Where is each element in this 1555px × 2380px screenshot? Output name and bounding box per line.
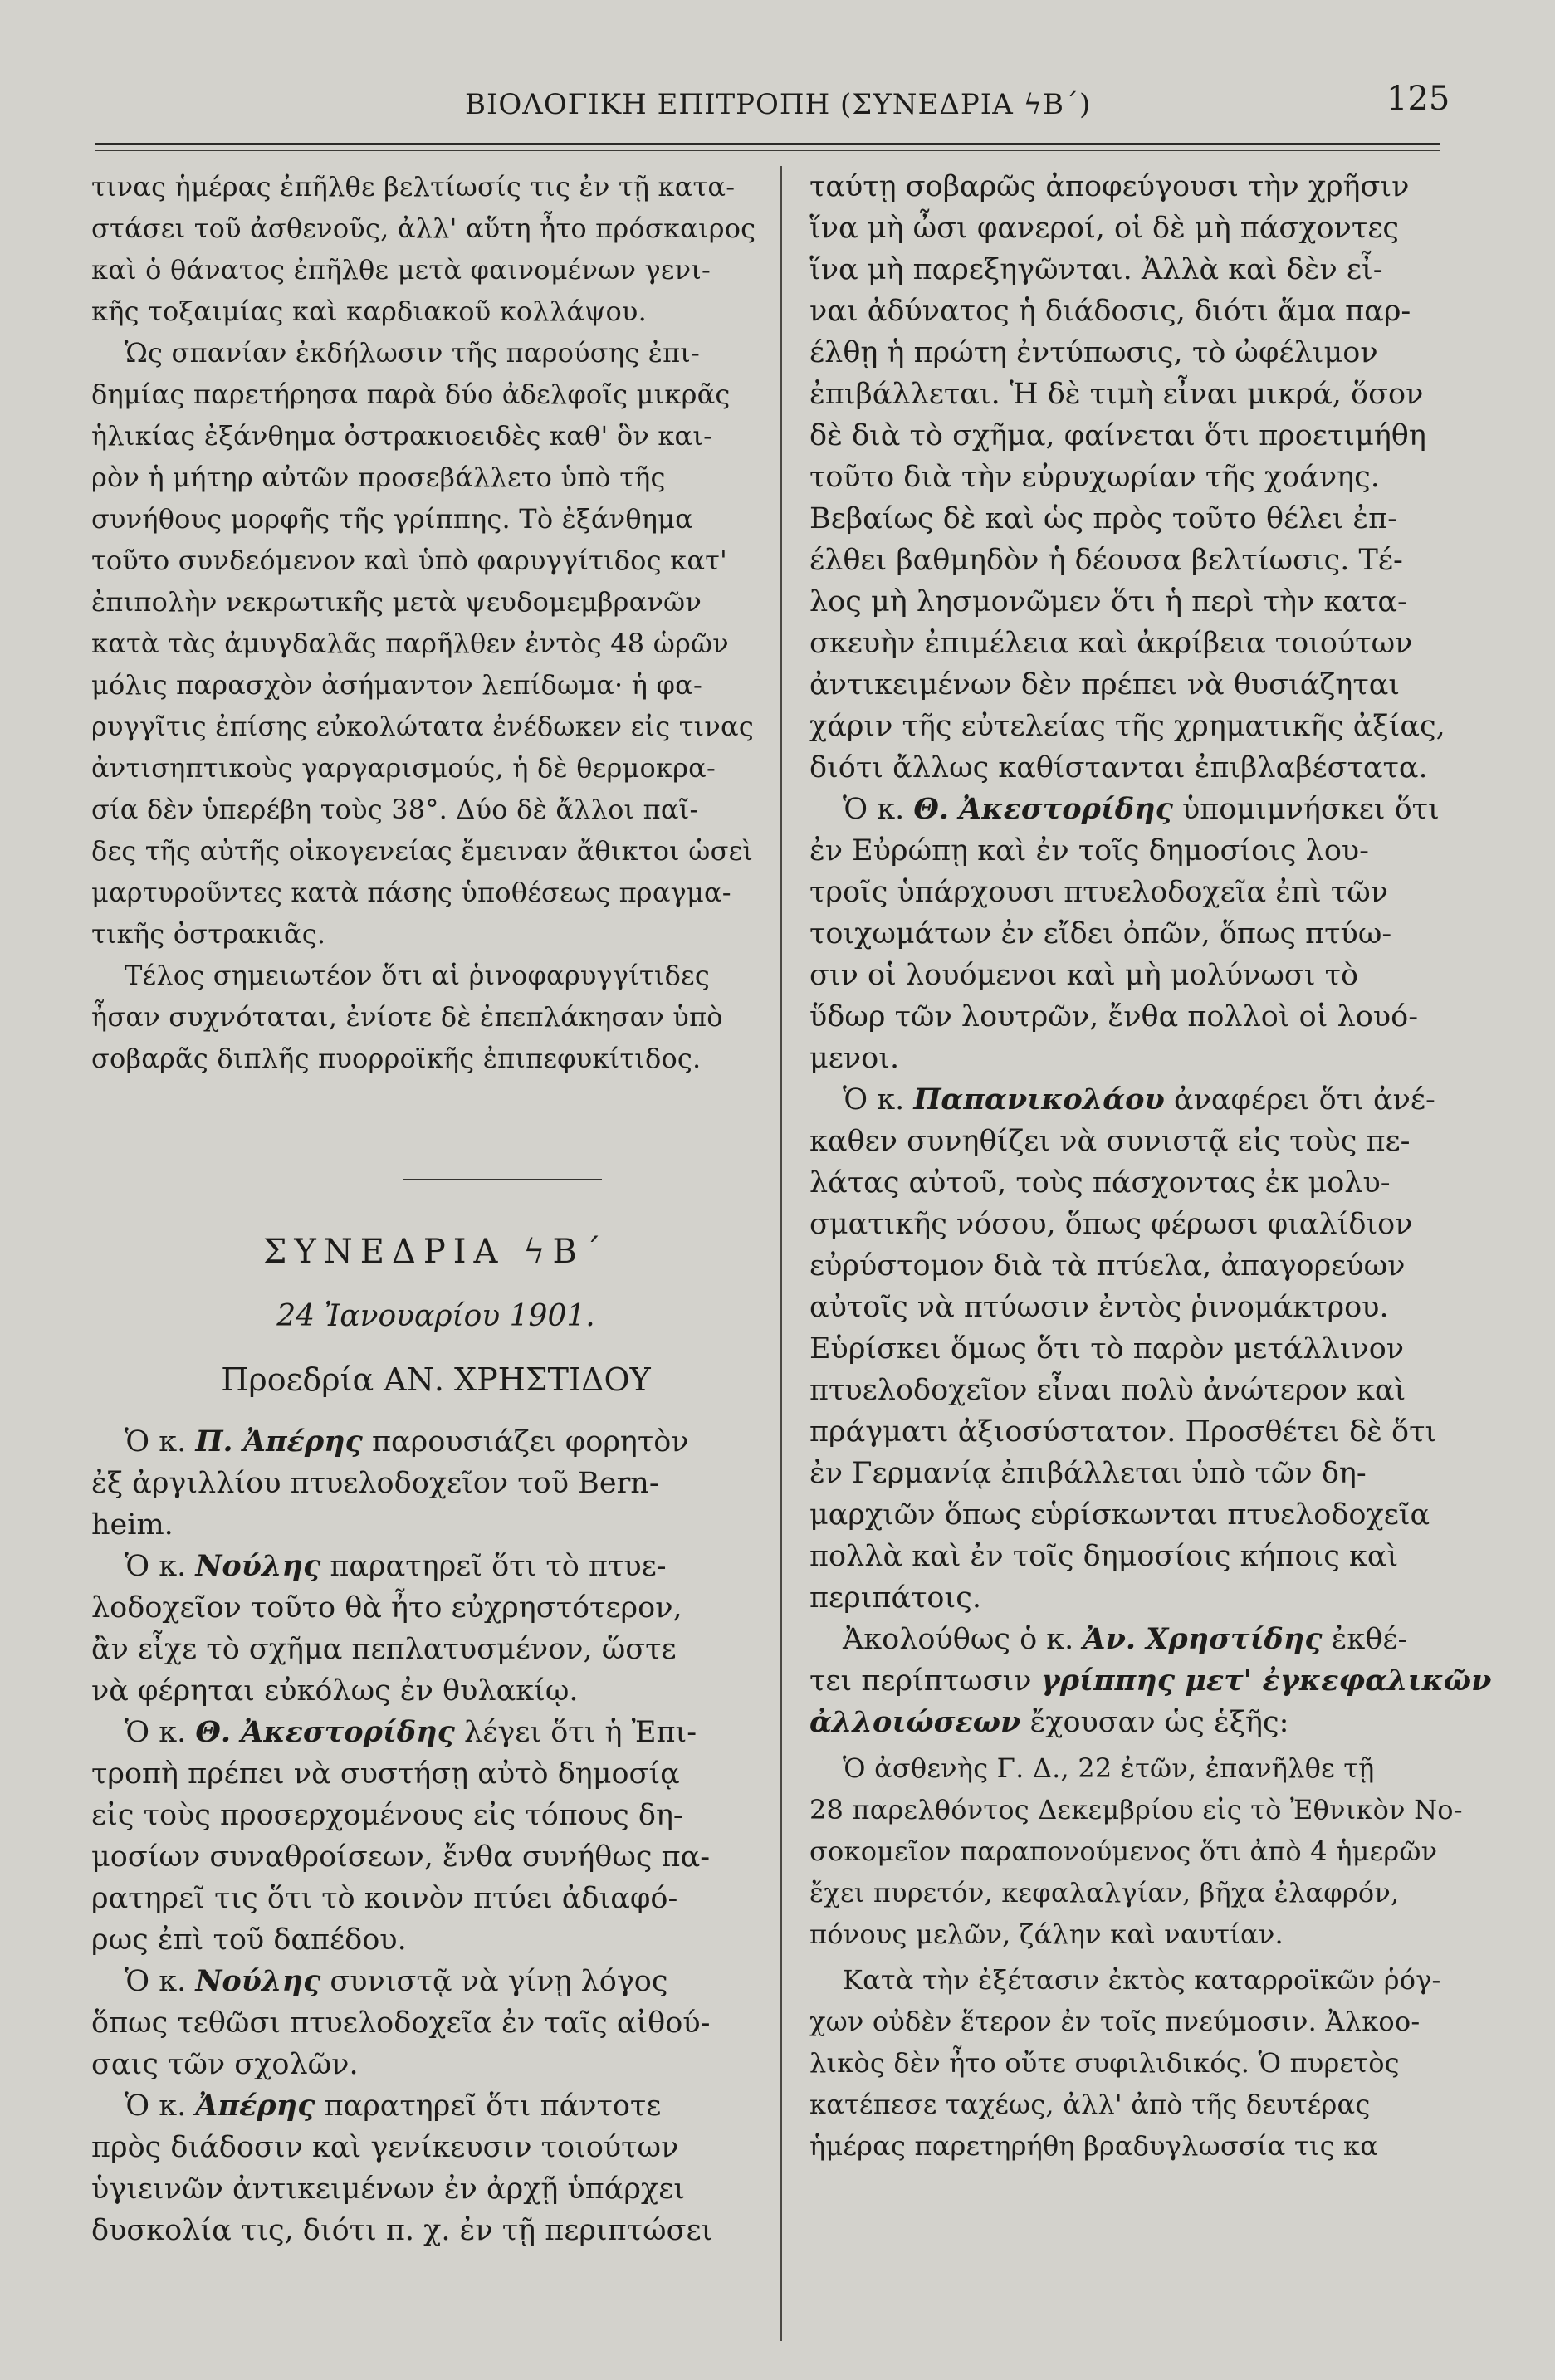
- speaker-text: παρατηρεῖ ὅτι πάντοτε: [315, 2089, 662, 2123]
- text-line: χάριν τῆς εὐτελείας τῆς χρηματικῆς ἀξίας,: [809, 710, 1445, 743]
- speaker-name: Ἀπέρης: [195, 2089, 315, 2123]
- text-line: σματικῆς νόσου, ὅπως φέρωσι φιαλίδιον: [809, 1208, 1413, 1241]
- speaker-name: Θ. Ἀκεστορίδης: [195, 1715, 455, 1749]
- text-line: [809, 1660, 1499, 1702]
- text-line: δημίας παρετήρησα παρὰ δύο ἀδελφοῖς μικρᾶς: [91, 379, 731, 410]
- text-span: τει περίπτωσιν: [809, 1664, 1041, 1698]
- text-line: τροῖς ὑπάρχουσι πτυελοδοχεῖα ἐπὶ τῶν: [809, 876, 1389, 909]
- text-line: ἡμέρας παρετηρήθη βραδυγλωσσία τις κα: [809, 2130, 1379, 2162]
- text-line: 28 παρελθόντος Δεκεμβρίου εἰς τὸ Ἐθνικὸν Νο-: [809, 1794, 1463, 1825]
- text-line: κατέπεσε ταχέως, ἀλλ' ἀπὸ τῆς δευτέρας: [809, 2089, 1371, 2120]
- speaker-text: ἀναφέρει ὅτι ἀνέ-: [1164, 1083, 1435, 1117]
- speaker-prefix: Ὁ κ.: [125, 1965, 196, 1998]
- speaker-prefix: Ὁ κ.: [843, 1083, 914, 1117]
- text-line: ὑγιεινῶν ἀντικειμένων ἐν ἀρχῇ ὑπάρχει: [91, 2172, 686, 2206]
- text-line: κῆς τοξαιμίας καὶ καρδιακοῦ κολλάψου.: [91, 296, 647, 327]
- text-line: μενοι.: [809, 1042, 900, 1075]
- text-line: σοκομεῖον παραπονούμενος ὅτι ἀπὸ 4 ἡμερῶν: [809, 1835, 1438, 1867]
- speaker-text: λέγει ὅτι ἡ Ἐπι-: [454, 1716, 697, 1749]
- text-line: μοσίων συναθροίσεων, ἔνθα συνήθως πα-: [91, 1840, 711, 1874]
- text-line: τινας ἡμέρας ἐπῆλθε βελτίωσίς τις ἐν τῇ κατα-: [91, 171, 736, 203]
- text-line: δες τῆς αὐτῆς οἰκογενείας ἔμειναν ἄθικτοι ὡσεὶ: [91, 835, 754, 867]
- speaker-prefix: Ὁ κ.: [125, 1425, 196, 1459]
- text-line: ἐν Γερμανίᾳ ἐπιβάλλεται ὑπὸ τῶν δη-: [809, 1457, 1367, 1490]
- text-line: πολλὰ καὶ ἐν τοῖς δημοσίοις κήποις καὶ: [809, 1540, 1399, 1573]
- text-line: σία δὲν ὑπερέβη τοὺς 38°. Δύο δὲ ἄλλοι παῖ-: [91, 794, 699, 825]
- text-line: εὐρύστομον διὰ τὰ πτύελα, ἀπαγορεύων: [809, 1249, 1406, 1283]
- speaker-line: [91, 1421, 814, 1463]
- text-line: ἐπιβάλλεται. Ἡ δὲ τιμὴ εἶναι μικρά, ὅσον: [809, 378, 1424, 411]
- session-presidency: Προεδρία ΑΝ. ΧΡΗΣΤΙΔΟΥ: [221, 1361, 651, 1398]
- speaker-name: Νούλης: [195, 1964, 321, 1998]
- speaker-prefix: Ὁ κ.: [843, 793, 914, 826]
- speaker-text: ὑπομιμνήσκει ὅτι: [1172, 793, 1440, 826]
- speaker-prefix: Ὁ κ.: [125, 1550, 196, 1583]
- text-line: ὅπως τεθῶσι πτυελοδοχεῖα ἐν ταῖς αἰθού-: [91, 2006, 711, 2040]
- speaker-line: [91, 1712, 814, 1753]
- text-line: διότι ἄλλως καθίστανται ἐπιβλαβέστατα.: [809, 751, 1428, 784]
- emphasis-text: ἀλλοιώσεων: [809, 1705, 1021, 1739]
- session-title: ΣΥΝΕΔΡΙΑ ϟΒ΄: [263, 1233, 609, 1271]
- text-line: κατὰ τὰς ἀμυγδαλᾶς παρῆλθεν ἐντὸς 48 ὡρῶν: [91, 628, 729, 659]
- text-line: σκευὴν ἐπιμέλεια καὶ ἀκρίβεια τοιούτων: [809, 627, 1413, 660]
- running-title: ΒΙΟΛΟΓΙΚΗ ΕΠΙΤΡΟΠΗ (ΣΥΝΕΔΡΙΑ ϟΒ΄): [465, 88, 1092, 121]
- speaker-prefix: Ὁ κ.: [125, 1716, 196, 1749]
- section-separator: [403, 1179, 602, 1180]
- text-line: ρως ἐπὶ τοῦ δαπέδου.: [91, 1923, 407, 1957]
- speaker-line: [809, 789, 1532, 830]
- text-line: νὰ φέρηται εὐκόλως ἐν θυλακίῳ.: [91, 1674, 579, 1708]
- text-line: λος μὴ λησμονῶμεν ὅτι ἡ περὶ τὴν κατα-: [809, 585, 1407, 618]
- text-line: μαρτυροῦντες κατὰ πάσης ὑποθέσεως πραγμα-: [91, 877, 731, 908]
- text-line: έλθῃ ἡ πρώτη ἐντύπωσις, τὸ ὠφέλιμον: [809, 336, 1378, 369]
- emphasis-text: γρίππης μετ' ἐγκεφαλικῶν: [1040, 1664, 1492, 1698]
- text-line: πράγματι ἀξιοσύστατον. Προσθέτει δὲ ὅτι: [809, 1415, 1437, 1449]
- speaker-name: Παπανικολάου: [913, 1082, 1165, 1117]
- running-header: [0, 73, 1555, 123]
- text-line: χων οὐδὲν ἕτερον ἐν τοῖς πνεύμοσιν. Ἀλκοο-: [809, 2006, 1421, 2037]
- text-line: ἵνα μὴ παρεξηγῶνται. Ἀλλὰ καὶ δὲν εἶ-: [809, 253, 1383, 286]
- speaker-line: [91, 1546, 814, 1587]
- text-line: Ὡς σπανίαν ἐκδήλωσιν τῆς παρούσης ἐπι-: [125, 337, 701, 369]
- text-span: ἔχουσαν ὡς ἑξῆς:: [1020, 1706, 1289, 1739]
- speaker-name: Π. Ἀπέρης: [195, 1425, 363, 1459]
- text-line: ἂν εἶχε τὸ σχῆμα πεπλατυσμένον, ὥστε: [91, 1633, 677, 1666]
- text-line: δυσκολία τις, διότι π. χ. ἐν τῇ περιπτώσει: [91, 2214, 713, 2247]
- text-line: δὲ διὰ τὸ σχῆμα, φαίνεται ὅτι προετιμήθη: [809, 419, 1426, 452]
- text-line: ναι ἀδύνατος ἡ διάδοσις, διότι ἅμα παρ-: [809, 295, 1411, 328]
- text-line: καθεν συνηθίζει νὰ συνιστᾷ εἰς τοὺς πε-: [809, 1125, 1411, 1158]
- text-line: τοιχωμάτων ἐν εἴδει ὀπῶν, ὅπως πτύω-: [809, 917, 1392, 951]
- text-line: ἐν Εὐρώπῃ καὶ ἐν τοῖς δημοσίοις λου-: [809, 834, 1370, 867]
- text-line: σαις τῶν σχολῶν.: [91, 2048, 359, 2081]
- text-line: heim.: [91, 1508, 174, 1542]
- text-line: τροπὴ πρέπει νὰ συστήσῃ αὐτὸ δημοσίᾳ: [91, 1757, 680, 1791]
- text-line: περιπάτοις.: [809, 1581, 981, 1615]
- text-line: μαρχιῶν ὅπως εὑρίσκωνται πτυελοδοχεῖα: [809, 1498, 1430, 1532]
- text-line: Εὑρίσκει ὅμως ὅτι τὸ παρὸν μετάλλινον: [809, 1332, 1405, 1366]
- speaker-text: παρουσιάζει φορητὸν: [362, 1425, 689, 1459]
- text-line: λοδοχεῖον τοῦτο θὰ ἦτο εὐχρηστότερον,: [91, 1591, 682, 1625]
- speaker-line: [809, 1079, 1532, 1121]
- text-line: σοβαρᾶς διπλῆς πυορροϊκῆς ἐπιπεφυκίτιδος.: [91, 1043, 702, 1074]
- text-line: ἐπιπολὴν νεκρωτικῆς μετὰ ψευδομεμβρανῶν: [91, 586, 702, 618]
- text-line: ταύτῃ σοβαρῶς ἀποφεύγουσι τὴν χρῆσιν: [809, 170, 1410, 203]
- text-line: ἀντικειμένων δὲν πρέπει νὰ θυσιάζηται: [809, 668, 1401, 701]
- text-line: ἀντισηπτικοὺς γαργαρισμούς, ἡ δὲ θερμοκρα-: [91, 752, 716, 784]
- text-line: ἦσαν συχνόταται, ἐνίοτε δὲ ἐπεπλάκησαν ὑπὸ: [91, 1001, 723, 1033]
- speaker-text: ἐκθέ-: [1322, 1623, 1408, 1656]
- speaker-text: συνιστᾷ νὰ γίνῃ λόγος: [320, 1965, 668, 1998]
- text-line: πόνους μελῶν, ζάλην καὶ ναυτίαν.: [809, 1918, 1284, 1950]
- text-line: ρατηρεῖ τις ὅτι τὸ κοινὸν πτύει ἀδιαφό-: [91, 1882, 678, 1915]
- text-line: ἵνα μὴ ὦσι φανεροί, οἱ δὲ μὴ πάσχοντες: [809, 212, 1399, 245]
- text-line: εἰς τοὺς προσερχομένους εἰς τόπους δη-: [91, 1799, 683, 1832]
- speaker-line: [91, 2085, 814, 2127]
- text-line: συνήθους μορφῆς τῆς γρίππης. Τὸ ἐξάνθημα: [91, 503, 693, 535]
- speaker-name: Ἀν. Χρηστίδης: [1083, 1622, 1323, 1656]
- text-line: Τέλος σημειωτέον ὅτι αἱ ῥινοφαρυγγίτιδες: [125, 960, 710, 991]
- session-date: 24 Ἰανουαρίου 1901.: [276, 1299, 595, 1333]
- text-line: ἔχει πυρετόν, κεφαλαλγίαν, βῆχα ἐλαφρόν,: [809, 1877, 1400, 1908]
- text-line: Βεβαίως δὲ καὶ ὡς πρὸς τοῦτο θέλει ἐπ-: [809, 502, 1397, 535]
- text-line: στάσει τοῦ ἀσθενοῦς, ἀλλ' αὕτη ἦτο πρόσκαιρος: [91, 213, 756, 244]
- column-divider: [780, 166, 782, 2341]
- header-rule-thin: [95, 150, 1440, 151]
- header-rule: [95, 143, 1440, 145]
- text-line: καὶ ὁ θάνατος ἐπῆλθε μετὰ φαινομένων γενι-: [91, 254, 711, 286]
- speaker-prefix: Ἀκολούθως ὁ κ.: [843, 1623, 1083, 1656]
- text-line: ὕδωρ τῶν λουτρῶν, ἔνθα πολλοὶ οἱ λουό-: [809, 1000, 1419, 1034]
- page-number: 125: [1386, 80, 1450, 118]
- text-line: πρὸς διάδοσιν καὶ γενίκευσιν τοιούτων: [91, 2131, 679, 2164]
- text-line: μόλις παρασχὸν ἀσήμαντον λεπίδωμα· ἡ φα-: [91, 669, 702, 701]
- text-line: σιν οἱ λουόμενοι καὶ μὴ μολύνωσι τὸ: [809, 959, 1359, 992]
- text-line: Κατὰ τὴν ἐξέτασιν ἐκτὸς καταρροϊκῶν ῥόγ-: [843, 1964, 1441, 1996]
- text-line: έλθει βαθμηδὸν ἡ δέουσα βελτίωσις. Τέ-: [809, 544, 1403, 577]
- text-line: πτυελοδοχεῖον εἶναι πολὺ ἀνώτερον καὶ: [809, 1374, 1406, 1407]
- text-line: ἡλικίας ἐξάνθημα ὀστρακιοειδὲς καθ' ὃν και-: [91, 420, 713, 452]
- text-line: ἐξ ἀργιλλίου πτυελοδοχεῖον τοῦ Bern-: [91, 1467, 659, 1500]
- text-line: Ὁ ἀσθενὴς Γ. Δ., 22 ἐτῶν, ἐπανῆλθε τῇ: [843, 1752, 1375, 1784]
- text-line: ρυγγῖτις ἐπίσης εὐκολώτατα ἐνέδωκεν εἰς τινας: [91, 711, 754, 742]
- speaker-prefix: Ὁ κ.: [125, 2089, 196, 2123]
- text-line: τοῦτο συνδεόμενον καὶ ὑπὸ φαρυγγίτιδος κατ': [91, 545, 728, 576]
- text-line: αὐτοῖς νὰ πτύωσιν ἐντὸς ῥινομάκτρου.: [809, 1291, 1389, 1324]
- speaker-name: Νούλης: [195, 1549, 321, 1583]
- text-line: τικῆς ὀστρακιᾶς.: [91, 918, 326, 950]
- speaker-name: Θ. Ἀκεστορίδης: [913, 792, 1173, 826]
- text-line: [809, 1702, 1499, 1743]
- text-line: λάτας αὐτοῦ, τοὺς πάσχοντας ἐκ μολυ-: [809, 1166, 1391, 1200]
- text-line: τοῦτο διὰ τὴν εὐρυχωρίαν τῆς χοάνης.: [809, 461, 1380, 494]
- speaker-line: [91, 1961, 814, 2002]
- text-line: λικὸς δὲν ἦτο οὔτε συφιλιδικός. Ὁ πυρετὸς: [809, 2047, 1400, 2079]
- speaker-line: [809, 1619, 1532, 1660]
- text-line: ρὸν ἡ μήτηρ αὐτῶν προσεβάλλετο ὑπὸ τῆς: [91, 462, 666, 493]
- speaker-text: παρατηρεῖ ὅτι τὸ πτυε-: [320, 1550, 667, 1583]
